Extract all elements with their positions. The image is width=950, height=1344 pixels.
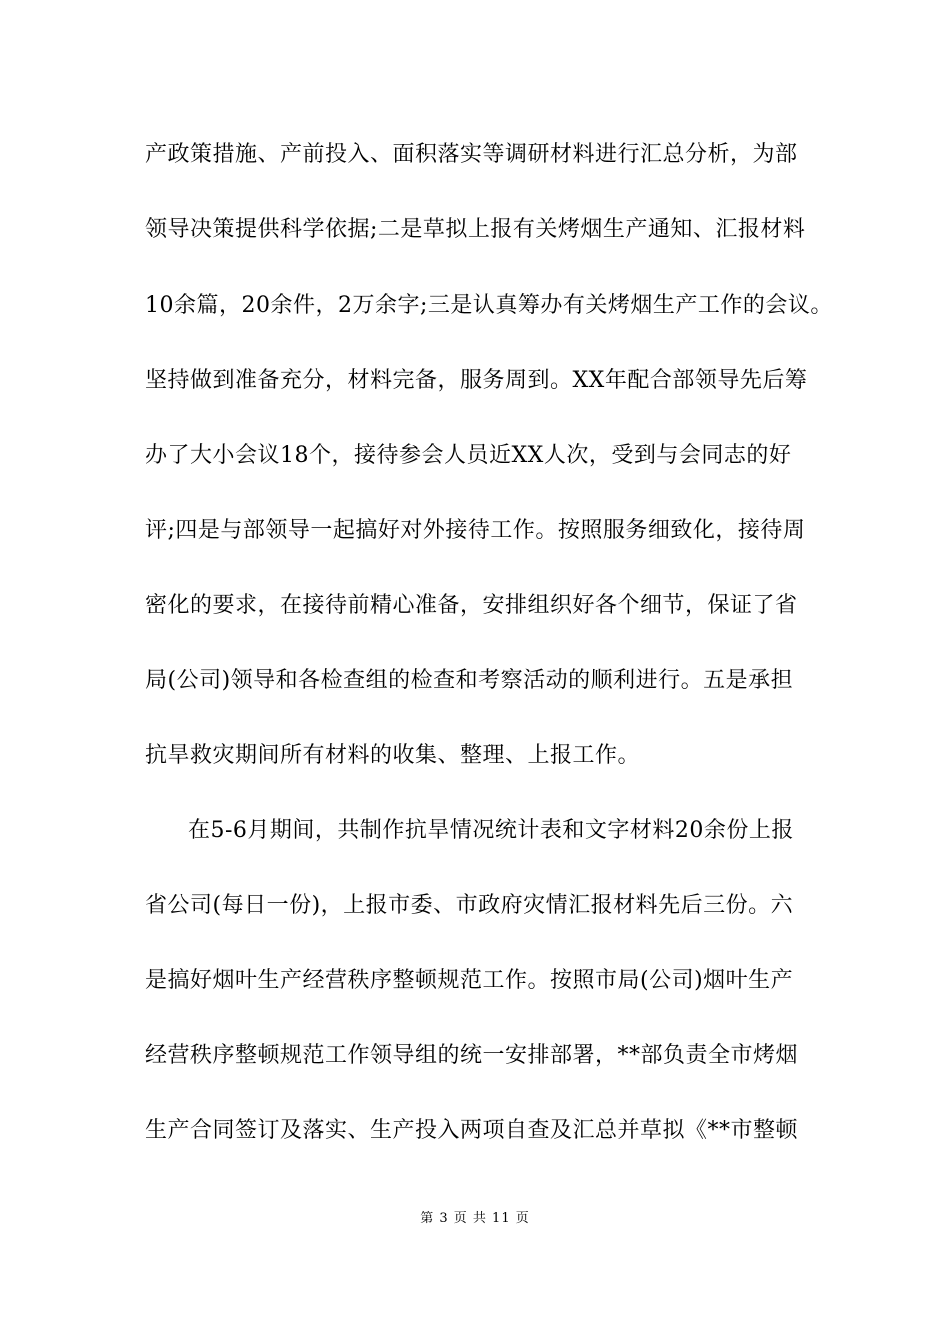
text-line-2: 领导决策提供科学依据;二是草拟上报有关烤烟生产通知、汇报材料 (145, 217, 806, 242)
text-line-13: 经营秩序整顿规范工作领导组的统一安排部署，**部负责全市烤烟 (145, 1043, 799, 1068)
text-line-8: 局(公司)领导和各检查组的检查和考察活动的顺利进行。五是承担 (145, 668, 794, 693)
text-line-11: 省公司(每日一份)，上报市委、市政府灾情汇报材料先后三份。六 (145, 893, 794, 918)
text-line-12: 是搞好烟叶生产经营秩序整顿规范工作。按照市局(公司)烟叶生产 (145, 968, 794, 993)
text-line-10: 在5-6月期间，共制作抗旱情况统计表和文字材料20余份上报 (188, 818, 794, 843)
text-line-1: 产政策措施、产前投入、面积落实等调研材料进行汇总分析，为部 (145, 142, 798, 167)
text-line-3: 10余篇，20余件，2万余字;三是认真筹办有关烤烟生产工作的会议。 (145, 293, 833, 318)
page-number-footer: 第 3 页 共 11 页 (420, 1211, 530, 1226)
text-line-5: 办了大小会议18个，接待参会人员近XX人次，受到与会同志的好 (145, 443, 792, 468)
text-line-14: 生产合同签订及落实、生产投入两项自查及汇总并草拟《**市整顿 (145, 1118, 799, 1143)
text-line-4: 坚持做到准备充分，材料完备，服务周到。XX年配合部领导先后筹 (145, 368, 808, 393)
text-line-7: 密化的要求，在接待前精心准备，安排组织好各个细节，保证了省 (145, 593, 798, 618)
text-line-9: 抗旱救灾期间所有材料的收集、整理、上报工作。 (145, 743, 641, 768)
text-line-6: 评;四是与部领导一起搞好对外接待工作。按照服务细致化，接待周 (145, 518, 806, 543)
